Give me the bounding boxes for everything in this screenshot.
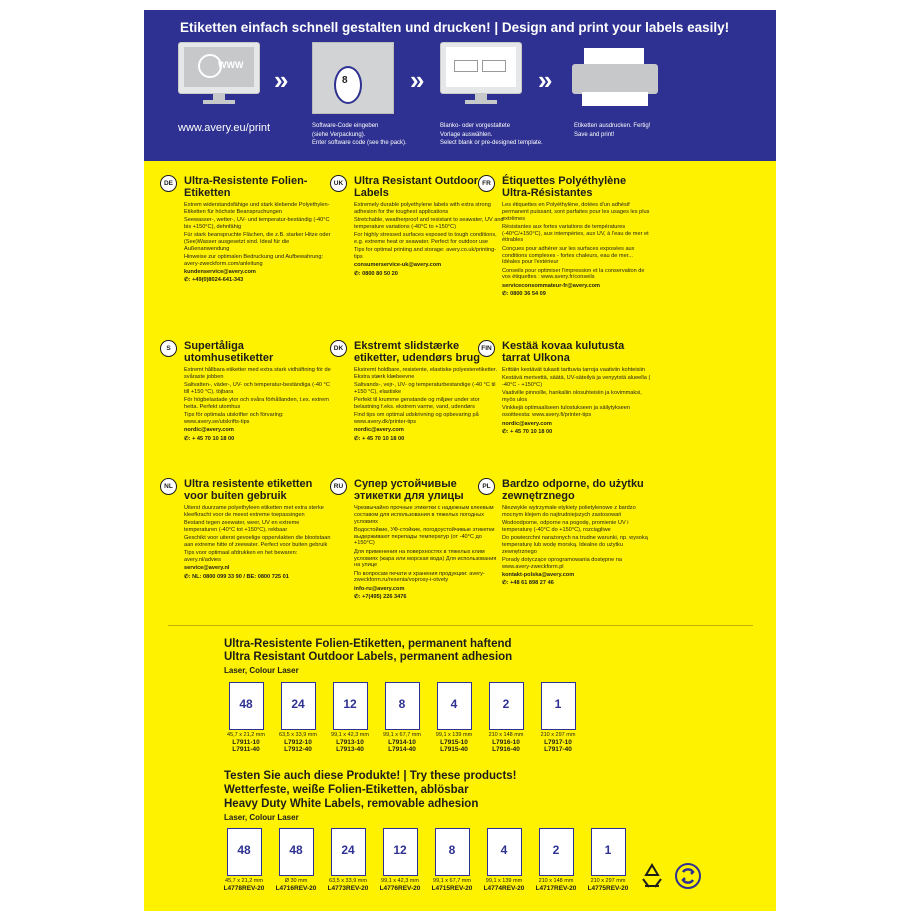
language-code: FIN <box>478 340 495 357</box>
product-code: L4774REV-20 <box>483 884 525 892</box>
feature-line: Uiterst duurzame polyethyleen etiketten met extra sterke kleefkracht voor de meest extreme toepassingen <box>184 505 324 518</box>
contact-line: ✆: +49(0)8024-641-343 <box>184 277 244 284</box>
contact-line: ✆: + 45 70 10 18 00 <box>354 435 405 442</box>
feature-line: Erittäin kestävät tukasti tarttuvia tarroja vaativiin kohteisiin <box>502 367 646 373</box>
language-title: Kestää kovaa kulutusta tarrat Ulkona <box>502 340 625 364</box>
contact-line: nordic@avery.com <box>354 427 404 434</box>
feature-line: Tips för optimala utskrifter och förvaring: www.avery.se/utskrifts-tips <box>184 412 284 426</box>
product-code: L7912-10 <box>284 738 312 746</box>
label-sheet-thumbnail <box>487 828 522 876</box>
product-item <box>376 828 424 892</box>
section1-printer-type: Laser, Colour Laser <box>224 666 299 675</box>
labels-per-sheet: 4 <box>450 697 458 711</box>
section2-subtitle: Wetterfeste, weiße Folien-Etiketten, ablösbar <box>224 784 469 796</box>
recycle-icon <box>638 862 666 890</box>
contact-line: ✆: NL: 0800 099 33 90 / BE: 0800 725 01 <box>184 573 289 580</box>
feature-line: Hinweise zur optimalen Bedruckung und Aufbewahrung: avery-zweckform.com/anleitung <box>184 254 323 267</box>
contact-line: nordic@avery.com <box>502 420 552 427</box>
product-code: L4715REV-20 <box>431 884 473 892</box>
feature-line: Vinkkejä optimaaliseen tulostukseen ja säilytykseen osoitteesta: www.avery.fi/printer-tips <box>502 405 631 419</box>
product-code: L7913-40 <box>336 746 364 753</box>
labels-per-sheet: 2 <box>552 843 560 857</box>
feature-line: Wodoodporne, odporne na pogodę, promienie UV i temperaturę (-40°C do +150°C), rozciągliwe <box>502 520 629 533</box>
labels-per-sheet: 48 <box>237 843 251 857</box>
contact-line: kundenservice@avery.com <box>184 269 256 276</box>
label-sheet-thumbnail <box>435 828 470 876</box>
feature-line: Водостойкие, УФ-стойкие, погодоустойчивые этикетки выдерживают перепады температур (от -40°C до +150°C) <box>354 526 495 547</box>
feature-line: Perfekt til krumme genstande og miljøer under stor belastning f.eks. ekstrem varme, vand, udendørs <box>354 397 480 410</box>
feature-line: Ekstremt holdbare, resistente, elastiske polyesteretiketter. Ekstra stærk klæbeevne <box>354 367 498 380</box>
product-code: L4773REV-20 <box>327 884 369 892</box>
label-dimensions: 99,1 x 42,3 mm <box>331 732 369 738</box>
language-title: Supertåliga utomhusetiketter <box>184 340 274 364</box>
product-item <box>532 828 580 892</box>
chevron-icon: » <box>538 65 553 95</box>
label-pack-back <box>144 10 776 911</box>
language-code: PL <box>478 478 495 495</box>
label-sheet-thumbnail <box>539 828 574 876</box>
product-item <box>482 682 530 754</box>
section2-printer-type: Laser, Colour Laser <box>224 813 299 822</box>
software-code-step <box>312 42 394 114</box>
label-sheet-thumbnail <box>227 828 262 876</box>
language-body <box>354 505 504 602</box>
labels-per-sheet: 24 <box>291 697 305 711</box>
banner-title: Etiketten einfach schnell gestalten und drucken! | Design and print your labels easily! <box>180 20 730 35</box>
language-code: NL <box>160 478 177 495</box>
contact-line: ✆: + 45 70 10 18 00 <box>184 435 235 442</box>
contact-line: ✆: 0800 36 54 09 <box>502 291 546 298</box>
product-item <box>272 828 320 892</box>
feature-line: Extremely durable polyethylene labels with extra strong adhesion for the toughest applications <box>354 202 491 215</box>
product-code: L7914-40 <box>388 746 416 753</box>
label-dimensions: 210 x 148 mm <box>538 878 574 884</box>
feature-line: Porady dotyczące oprogramowania dostępne na www.avery-zweckform.pl <box>502 557 623 570</box>
contact-line: nordic@avery.com <box>184 427 234 434</box>
label-dimensions: 99,1 x 42,3 mm <box>381 878 419 884</box>
label-dimensions: 210 x 297 mm <box>590 878 626 884</box>
language-code: DE <box>160 175 177 192</box>
feature-line: По вопросам печати и хранения продукции: avery-zweckform.ru/resenia/voprosy-i-otvety <box>354 570 485 584</box>
label-dimensions: Ø 30 mm <box>284 878 308 884</box>
chevron-icon: » <box>274 65 289 95</box>
product-item <box>326 682 374 754</box>
product-code: L4776REV-20 <box>379 884 421 892</box>
printer-icon <box>572 42 658 114</box>
feature-line: Les étiquettes en Polyéthylène, dotées d'un adhésif permanent puissant, sont parfaites pour les usages les plus extrêmes <box>502 202 650 222</box>
label-dimensions: 63,5 x 33,9 mm <box>279 732 317 738</box>
label-sheet-thumbnail <box>591 828 626 876</box>
label-dimensions: 99,1 x 139 mm <box>435 732 473 738</box>
labels-per-sheet: 4 <box>500 843 508 857</box>
label-sheet-thumbnail <box>331 828 366 876</box>
product-item <box>584 828 632 892</box>
print-banner <box>144 10 776 161</box>
feature-line: Find tips om optimal udskrivning og opbevaring på www.avery.dk/printer-tips <box>354 412 479 426</box>
feature-line: Saltvatten-, väder-, UV- och temperatur-beständiga (-40 °C till +150 °C), töjbara <box>184 382 330 395</box>
labels-per-sheet: 8 <box>448 843 456 857</box>
product-item <box>430 682 478 754</box>
contact-line: serviceconsommateur-fr@avery.com <box>502 282 601 289</box>
labels-per-sheet: 1 <box>554 697 562 711</box>
label-dimensions: 210 x 297 mm <box>540 732 576 738</box>
monitor-icon <box>178 42 260 104</box>
feature-line: Чрезвычайно прочные этикетки с надежным клеевым составом для использования в тяжелых погодных условиях <box>354 505 494 525</box>
section1-title: Ultra-Resistente Folien-Etiketten, permanent haftend <box>224 638 512 650</box>
product-item <box>534 682 582 754</box>
product-code: L7913-10 <box>336 738 364 746</box>
labels-per-sheet: 12 <box>393 843 407 857</box>
labels-per-sheet: 1 <box>604 843 612 857</box>
feature-line: Saltvands-, vejr-, UV- og temperaturbestandige (-40 °C til +150 °C), elastiske <box>354 382 496 395</box>
labels-per-sheet: 8 <box>398 697 406 711</box>
feature-line: Résistantes aux fortes variations de températures (-40°C/+150°C), aux intempéries, aux UV, à l'eau de mer et étirables <box>502 223 649 244</box>
labels-per-sheet: 2 <box>502 697 510 711</box>
language-body <box>502 202 652 299</box>
labels-per-sheet: 12 <box>343 697 357 711</box>
label-dimensions: 99,1 x 67,7 mm <box>433 878 471 884</box>
language-title: Ultra-Resistente Folien-Etiketten <box>184 175 308 199</box>
label-dimensions: 99,1 x 67,7 mm <box>383 732 421 738</box>
product-code: L4716REV-20 <box>275 884 317 892</box>
product-code: L4778REV-20 <box>223 884 265 892</box>
label-dimensions: 210 x 148 mm <box>488 732 524 738</box>
contact-line: ✆: +48 61 898 27 46 <box>502 580 554 587</box>
feature-line: Stretchable, weatherproof and resistant to seawater, UV and temperature variations (-40°C to +150°C) <box>354 217 504 230</box>
language-body <box>184 367 334 444</box>
section2-subtitle-en: Heavy Duty White Labels, removable adhesion <box>224 798 479 810</box>
product-code: L4717REV-20 <box>535 884 577 892</box>
language-title: Ekstremt slidstærke etiketter, udendørs brug <box>354 340 480 364</box>
language-body <box>184 202 334 286</box>
product-code: L7911-40 <box>232 746 260 753</box>
contact-line: info-ru@avery.com <box>354 585 405 592</box>
step2-caption: Software-Code eingeben (siehe Verpackung). Enter software code (see the pack). <box>312 123 407 146</box>
language-body <box>354 202 504 279</box>
product-code: L7917-40 <box>544 746 572 753</box>
monitor-text: WWW <box>218 60 244 70</box>
language-title: Bardzo odporne, do użytku zewnętrznego <box>502 478 644 502</box>
chevron-icon: » <box>410 65 425 95</box>
language-title: Ultra resistente etiketten voor buiten gebruik <box>184 478 313 502</box>
section1-subtitle: Ultra Resistant Outdoor Labels, permanent adhesion <box>224 651 513 663</box>
section2-title: Testen Sie auch diese Produkte! | Try these products! <box>224 770 517 782</box>
product-code: L7912-40 <box>284 746 312 753</box>
language-code: DK <box>330 340 347 357</box>
feature-line: Kestävä merivettä, säätä, UV-säteilyä ja venyytstä alueella ( -40°C - +150°C) <box>502 375 651 389</box>
label-sheet-thumbnail <box>437 682 472 730</box>
product-item <box>428 828 476 892</box>
label-sheet-thumbnail <box>333 682 368 730</box>
product-code: L7915-40 <box>440 746 468 753</box>
feature-line: Extremt hållbara etiketter med extra stark vidhäftning för de svåraste jobben <box>184 367 331 380</box>
language-body <box>502 367 652 437</box>
product-code: L7911-10 <box>232 738 260 746</box>
product-item <box>324 828 372 892</box>
product-item <box>378 682 426 754</box>
language-body <box>354 367 504 444</box>
feature-line: Geschikt voor uiterst gevoelige oppervlakten die blootstaan aan extreme hitte of zeewater. Perfect voor buiten gebruik <box>184 535 331 548</box>
print-url: www.avery.eu/print <box>178 122 271 134</box>
language-code: S <box>160 340 177 357</box>
feature-line: Tips voor optimaal afdrukken en het bewaren: avery.nl/advies <box>184 550 298 564</box>
divider <box>168 625 753 626</box>
label-sheet-thumbnail <box>383 828 418 876</box>
step4-caption: Etiketten ausdrucken. Fertig! Save and print! <box>574 123 651 138</box>
feature-line: For highly stressed surfaces exposed to tough conditions, e.g. extreme heat or seawater. Perfect for outdoor use <box>354 232 497 245</box>
language-code: FR <box>478 175 495 192</box>
template-step <box>440 42 522 104</box>
green-dot-icon <box>674 862 702 890</box>
step2-number: 8 <box>342 75 348 86</box>
contact-line: ✆: + 45 70 10 18 00 <box>502 428 553 435</box>
feature-line: Для применения на поверхностях в тяжелых клим условиях (жара или морская вода) Для использования на улице <box>354 548 497 569</box>
feature-line: Für stark beanspruchte Flächen, die z.B. starker Hitze oder (See)Wasser ausgesetzt sind. Ideal für die Außenanwendung <box>184 232 331 252</box>
language-title: Étiquettes Polyéthylène Ultra-Résistantes <box>502 175 627 199</box>
label-sheet-thumbnail <box>385 682 420 730</box>
label-dimensions: 45,7 x 21,2 mm <box>227 732 265 738</box>
labels-per-sheet: 48 <box>289 843 303 857</box>
product-code: L7915-10 <box>440 738 468 746</box>
feature-line: Niezwykle wytrzymałe etykiety polietylenowe z bardzo mocnym klejem do najtrudniejszych zastosowań <box>502 505 636 518</box>
language-title: Супер устойчивые этикетки для улицы <box>354 478 464 502</box>
feature-line: Vaativille pinnoille, hankaliin olosuhteisiin ja kovimmaksi, myös ulos <box>502 390 642 404</box>
language-body <box>502 505 652 589</box>
feature-line: För högbelastade ytor och svåra förhållanden, t.ex. extrem hetta. Perfekt utomhus <box>184 397 329 410</box>
feature-line: Seewasser-, wetter-, UV- und temperatur-beständig (-40°C bis +150°C), dehnfähig <box>184 217 330 230</box>
label-sheet-thumbnail <box>489 682 524 730</box>
language-body <box>184 505 334 582</box>
product-code: L7914-10 <box>388 738 416 746</box>
product-code: L7916-10 <box>492 738 520 746</box>
language-code: UK <box>330 175 347 192</box>
product-item <box>274 682 322 754</box>
product-item <box>222 682 270 754</box>
label-sheet-thumbnail <box>281 682 316 730</box>
contact-line: ✆: 0800 80 50 20 <box>354 270 398 277</box>
product-item <box>220 828 268 892</box>
feature-line: Extrem widerstandsfähige und stark klebende Polyethylen-Etiketten für höchste Beanspruchungen <box>184 202 330 215</box>
label-dimensions: 99,1 x 139 mm <box>485 878 523 884</box>
feature-line: Tips for optimal printing and storage: avery.co.uk/printing-tips <box>354 247 497 261</box>
step3-caption: Blanko- oder vorgestaltete Vorlage auswählen. Select blank or pre-designed template. <box>440 123 543 146</box>
label-sheet-thumbnail <box>279 828 314 876</box>
contact-line: consumerservice-uk@avery.com <box>354 262 442 269</box>
contact-line: service@avery.nl <box>184 565 230 572</box>
language-title: Ultra Resistant Outdoor Labels <box>354 175 479 199</box>
product-item <box>480 828 528 892</box>
product-code: L4775REV-20 <box>587 884 629 892</box>
feature-line: Conçues pour adhérer sur les surfaces exposées aux conditions complexes - fortes chaleurs, eau de mer... Idéales pour l'extérieur <box>502 245 635 266</box>
label-sheet-thumbnail <box>229 682 264 730</box>
labels-per-sheet: 24 <box>341 843 355 857</box>
feature-line: Do powierzchni narażonych na trudne warunki, np. wysoką temperaturę lub wodę morską. Idealne do użytku zewnętrznego <box>502 535 648 555</box>
product-code: L7916-40 <box>492 746 520 753</box>
feature-line: Bestand tegen zeewater, weer, UV en extreme temperaturen (-40°C tot +150°C), rekbaar <box>184 520 300 533</box>
label-dimensions: 45,7 x 21,2 mm <box>225 878 263 884</box>
contact-line: kontakt-polska@avery.com <box>502 572 575 579</box>
feature-line: Conseils pour optimiser l'impression et la conservation de vos étiquettes : www.avery.fr/conseils <box>502 267 645 281</box>
product-code: L7917-10 <box>544 738 572 746</box>
labels-per-sheet: 48 <box>239 697 253 711</box>
label-dimensions: 63,5 x 33,9 mm <box>329 878 367 884</box>
contact-line: ✆: +7(495) 226 3476 <box>354 594 407 601</box>
language-code: RU <box>330 478 347 495</box>
label-sheet-thumbnail <box>541 682 576 730</box>
